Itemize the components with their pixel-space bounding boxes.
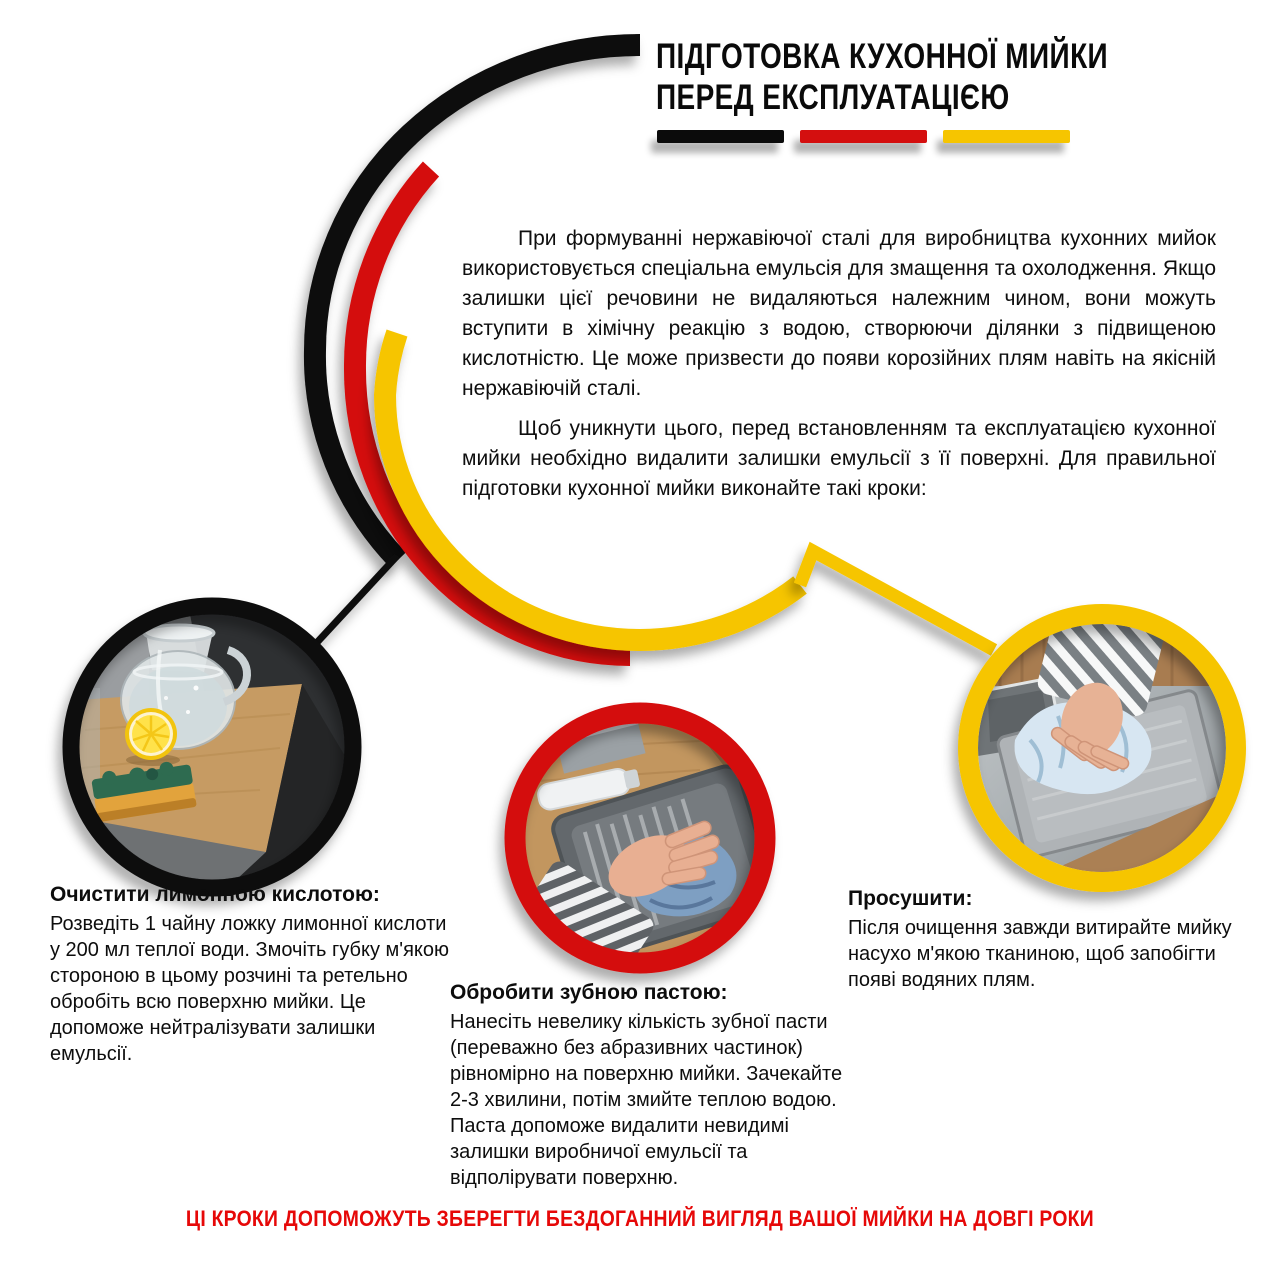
intro-text [462, 224, 1216, 504]
flag-bars [657, 130, 1070, 143]
footer-slogan-text: ЦІ КРОКИ ДОПОМОЖУТЬ ЗБЕРЕГТИ БЕЗДОГАННИЙ ВИГЛЯД ВАШОЇ МИЙКИ НА ДОВГІ РОКИ [185, 1206, 1095, 1231]
flag-bar-black [657, 130, 784, 143]
step-toothpaste-title: Обробити зубною пастою: [450, 981, 728, 1004]
step-dry [848, 886, 1248, 993]
step-dry-title: Просушити: [848, 887, 973, 910]
step-dry-body: Після очищення завжди витирайте мийку насухо м'якою тканиною, щоб запобігти появі водяних плям. [848, 917, 1232, 991]
step-citric-acid-body: Розведіть 1 чайну ложку лимонної кислоти у 200 мл теплої води. Змочіть губку м'якою стороною в цьому розчині та ретельно обробіть всю поверхню мийки. Це допоможе нейтралізувати залишки емульсії. [50, 913, 450, 1065]
intro-paragraph-1: При формуванні нержавіючої сталі для виробництва кухонних мийок використовується спеціальна емульсія для змащення та охолодження. Якщо залишки цієї речовини не видаляються належним чином, вони можуть вступити в хімічну реакцію з водою, створюючи ділянки з підвищеною кислотністю. Це може призвести до появи корозійних плям навіть на якісній нержавіючій сталі. [462, 227, 1216, 400]
page-title-line2: ПЕРЕД ЕКСПЛУАТАЦІЄЮ [656, 78, 1010, 117]
step-toothpaste-body: Нанесіть невелику кількість зубної пасти (переважно без абразивних частинок) рівномірно на поверхню мийки. Зачекайте 2-3 хвилини, потім змийте теплою водою. Паста допоможе видалити невидимі залишки виробничої емульсії та відполірувати поверхню. [450, 1011, 843, 1189]
yellow-connector-line [800, 551, 994, 650]
intro-paragraph-2: Щоб уникнути цього, перед встановленням та експлуатацією кухонної мийки необхідно видалити залишки емульсії з її поверхні. Для правильної підготовки кухонної мийки виконайте такі кроки: [462, 417, 1216, 500]
black-connector-line [310, 556, 397, 650]
step-citric-acid-title: Очистити лимонною кислотою: [50, 883, 380, 906]
flag-bar-yellow [943, 130, 1070, 143]
flag-bar-red [800, 130, 927, 143]
step-toothpaste [450, 980, 862, 1191]
step-citric-acid [50, 882, 452, 1067]
footer-slogan [0, 1206, 1280, 1232]
page-title [656, 36, 1109, 118]
page-title-line1: ПІДГОТОВКА КУХОННОЇ МИЙКИ [656, 37, 1109, 76]
